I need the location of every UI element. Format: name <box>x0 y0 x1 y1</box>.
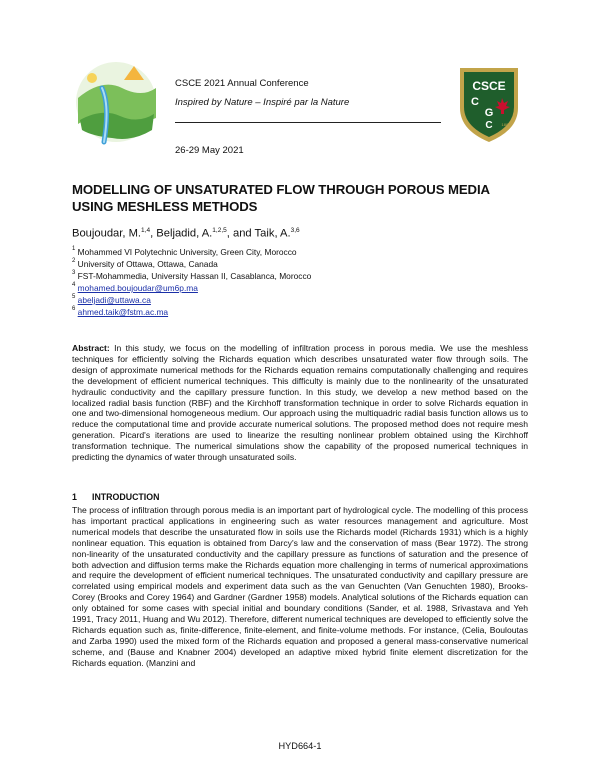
email-1 <box>72 281 542 294</box>
page-footer-id: HYD664-1 <box>278 741 322 751</box>
title-line-2: USING MESHLESS METHODS <box>72 199 258 214</box>
affiliation-3-text: FST-Mohammedia, University Hassan II, Casablanca, Morocco <box>77 270 312 281</box>
badge-text-csce: CSCE <box>472 79 506 93</box>
affiliation-2 <box>72 257 542 270</box>
email-1-sup: 4 <box>72 282 76 288</box>
badge-text-g: G <box>484 107 494 119</box>
email-2-sup: 5 <box>72 294 76 300</box>
header-divider <box>175 122 441 123</box>
abstract-text: In this study, we focus on the modelling of infiltration process in porous media. We use the meshless techniques for efficiently solving the Richards equation which describes unsaturated water flow through soils. The design of approximate numerical methods for the Richards equation remains computationally challenging and requires the development of efficient numerical techniques. This difficulty is mainly due to the nonlinearity of the unsaturated hydraulic conductivity and the capillary pressure function. In this study, we develop a new method based on the localized radial basis function (RBF) and the Kirchhoff transformation technique in order to solve Richards equation in one and two-dimensional homogeneous medium. Our approach using the multiquadric radial basis function allows us to reduce the computational time and provide accurate numerical solutions. The proposed method does not require mesh generation. Picard's iterations are used to linearize the resulting nonlinear problem obtained using the Kirchhoff transformation technique. The numerical simulations show the capability of the proposed numerical techniques in predicting the dynamics of water through unsaturated soils. <box>72 343 528 463</box>
author-3: Taik, A. <box>254 227 291 240</box>
affiliation-1-text: Mohammed VI Polytechnic University, Green City, Morocco <box>77 246 297 257</box>
email-link-1[interactable]: mohamed.boujoudar@um6p.ma <box>77 282 198 293</box>
author-2: Beljadid, A. <box>156 227 213 240</box>
author-1-sup: 1,4 <box>141 227 151 234</box>
conference-date: 26-29 May 2021 <box>175 145 244 156</box>
abstract <box>72 343 528 463</box>
affiliation-1 <box>72 245 542 258</box>
author-sep-1: , <box>150 227 157 240</box>
introduction-text: The process of infiltration through porous media is an important part of hydrological cycle. The modelling of this process has important practical applications in engineering such as water resources management and agriculture. Most numerical models that describe the unsaturated flow in soils use the Richards model (Richards 1931) which is a highly nonlinear equation. This equation is obtained from Darcy's law and the conservation of mass (Bear 1972). The strong non-linearity of the unsaturated conductivity and the capillary pressure as functions of saturation and the presence of both advection and diffusion terms make the Richards equation more challenging in terms of numerical approximations and require the development of efficient numerical techniques. The unsaturated conductivity and capillary pressure are correlated using empirical models and experiment data such as the van Genuchten (Van Genuchten 1980), Brooks-Corey (Brooks and Corey 1964) and Gardner (Gardner 1958) models. Analytical solutions of the Richards equation can only obtained for some cases with special initial and boundary conditions (Sander, et al. 1988, Srivastava and Yeh 1991, Tracy 2011, Huang and Wu 2012). Therefore, different numerical techniques are developed to efficiently solve the Richards equation such as, finite-difference, finite-element, and finite-volume methods. For instance, (Celia, Bouloutas and Zarba 1990) used the mixed form of the Richards equation and proposed a general mass-conservative numerical scheme, and (Bause and Knabner 2004) developed an adaptive mixed hybrid finite element discretization for the Richards equation. (Manzini and <box>72 505 528 668</box>
affiliation-3 <box>72 269 542 282</box>
section-title: INTRODUCTION <box>92 492 160 502</box>
author-sep-2: , and <box>226 227 255 240</box>
affiliation-1-sup: 1 <box>72 246 76 252</box>
badge-year: 1887 <box>501 122 511 127</box>
badge-text-c1: C <box>471 96 479 108</box>
conference-tagline: Inspired by Nature – Inspiré par la Nature <box>175 97 350 108</box>
email-link-3[interactable]: ahmed.taik@fstm.ac.ma <box>77 306 169 317</box>
conference-name: CSCE 2021 Annual Conference <box>175 78 309 89</box>
email-2 <box>72 293 542 306</box>
affiliation-2-text: University of Ottawa, Ottawa, Canada <box>77 258 218 269</box>
paper-title <box>72 181 542 215</box>
affiliation-2-sup: 2 <box>72 258 76 264</box>
abstract-label: Abstract: <box>72 343 110 353</box>
email-link-2[interactable]: abeljadi@uttawa.ca <box>77 294 151 305</box>
author-3-sup: 3,6 <box>290 227 300 234</box>
author-2-sup: 1,2,5 <box>212 227 227 234</box>
email-3 <box>72 305 542 318</box>
email-3-sup: 6 <box>72 306 76 312</box>
section-number: 1 <box>72 492 77 502</box>
affiliation-3-sup: 3 <box>72 270 76 276</box>
author-1: Boujoudar, M. <box>72 227 142 240</box>
conference-logo <box>72 58 160 146</box>
section-heading-introduction <box>72 492 159 502</box>
badge-text-c2: C <box>485 120 493 131</box>
title-line-1: MODELLING OF UNSATURATED FLOW THROUGH POROUS MEDIA <box>72 182 490 197</box>
csce-badge-logo <box>456 64 522 144</box>
author-list <box>72 227 300 240</box>
